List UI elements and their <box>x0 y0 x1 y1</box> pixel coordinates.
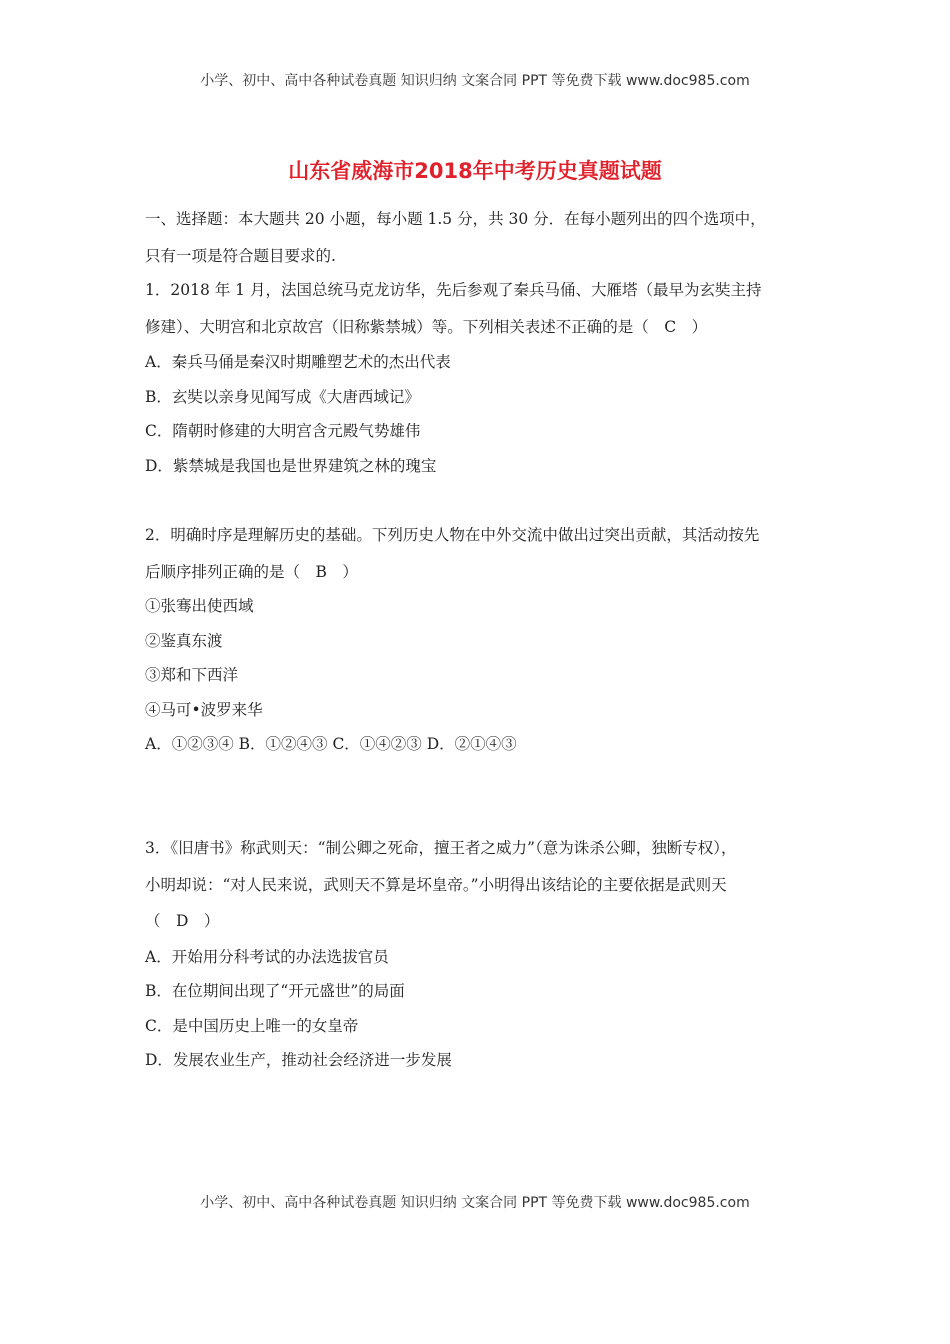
section-intro: 一、选择题：本大题共 20 小题，每小题 1.5 分，共 30 分．在每小题列出的四个选项中， <box>145 210 766 228</box>
question-1-option: A．秦兵马俑是秦汉时期雕塑艺术的杰出代表 <box>145 353 451 371</box>
question-3-option: B．在位期间出现了“开元盛世”的局面 <box>145 982 405 1000</box>
question-3-answer: （ D ） <box>145 912 220 930</box>
question-1-option: C．隋朝时修建的大明宫含元殿气势雄伟 <box>145 422 421 440</box>
question-1-option: D．紫禁城是我国也是世界建筑之林的瑰宝 <box>145 457 437 475</box>
question-2-item: ④马可•波罗来华 <box>145 701 263 719</box>
question-2-item: ③郑和下西洋 <box>145 666 239 684</box>
question-2-stem: 2．明确时序是理解历史的基础。下列历史人物在中外交流中做出过突出贡献，其活动按先 <box>145 526 760 544</box>
question-2-stem: 后顺序排列正确的是（ B ） <box>145 563 358 581</box>
question-3-stem: 小明却说：“对人民来说，武则天不算是坏皇帝。”小明得出该结论的主要依据是武则天 <box>145 876 727 894</box>
question-1-stem: 修建）、大明宫和北京故宫（旧称紫禁城）等。下列相关表述不正确的是（ C ） <box>145 318 708 336</box>
question-2-item: ②鉴真东渡 <box>145 632 223 650</box>
document-title: 山东省威海市2018年中考历史真题试题 <box>288 159 662 183</box>
page-header: 小学、初中、高中各种试卷真题 知识归纳 文案合同 PPT 等免费下载 www.doc985.com <box>200 73 750 89</box>
question-1-stem: 1．2018 年 1 月，法国总统马克龙访华，先后参观了秦兵马俑、大雁塔（最早为玄奘主持 <box>145 281 762 299</box>
question-3-option: C．是中国历史上唯一的女皇帝 <box>145 1017 359 1035</box>
page-footer: 小学、初中、高中各种试卷真题 知识归纳 文案合同 PPT 等免费下载 www.doc985.com <box>200 1195 750 1211</box>
question-3-stem: 3．《旧唐书》称武则天：“制公卿之死命，擅王者之威力”（意为诛杀公卿，独断专权）， <box>145 839 737 857</box>
question-3-option: D．发展农业生产，推动社会经济进一步发展 <box>145 1051 452 1069</box>
question-2-options: A．①②③④ B．①②④③ C．①④②③ D．②①④③ <box>145 735 517 753</box>
question-1-option: B．玄奘以亲身见闻写成《大唐西域记》 <box>145 388 420 406</box>
question-2-item: ①张骞出使西域 <box>145 597 254 615</box>
section-intro: 只有一项是符合题目要求的. <box>145 247 336 265</box>
question-3-option: A．开始用分科考试的办法选拔官员 <box>145 948 389 966</box>
